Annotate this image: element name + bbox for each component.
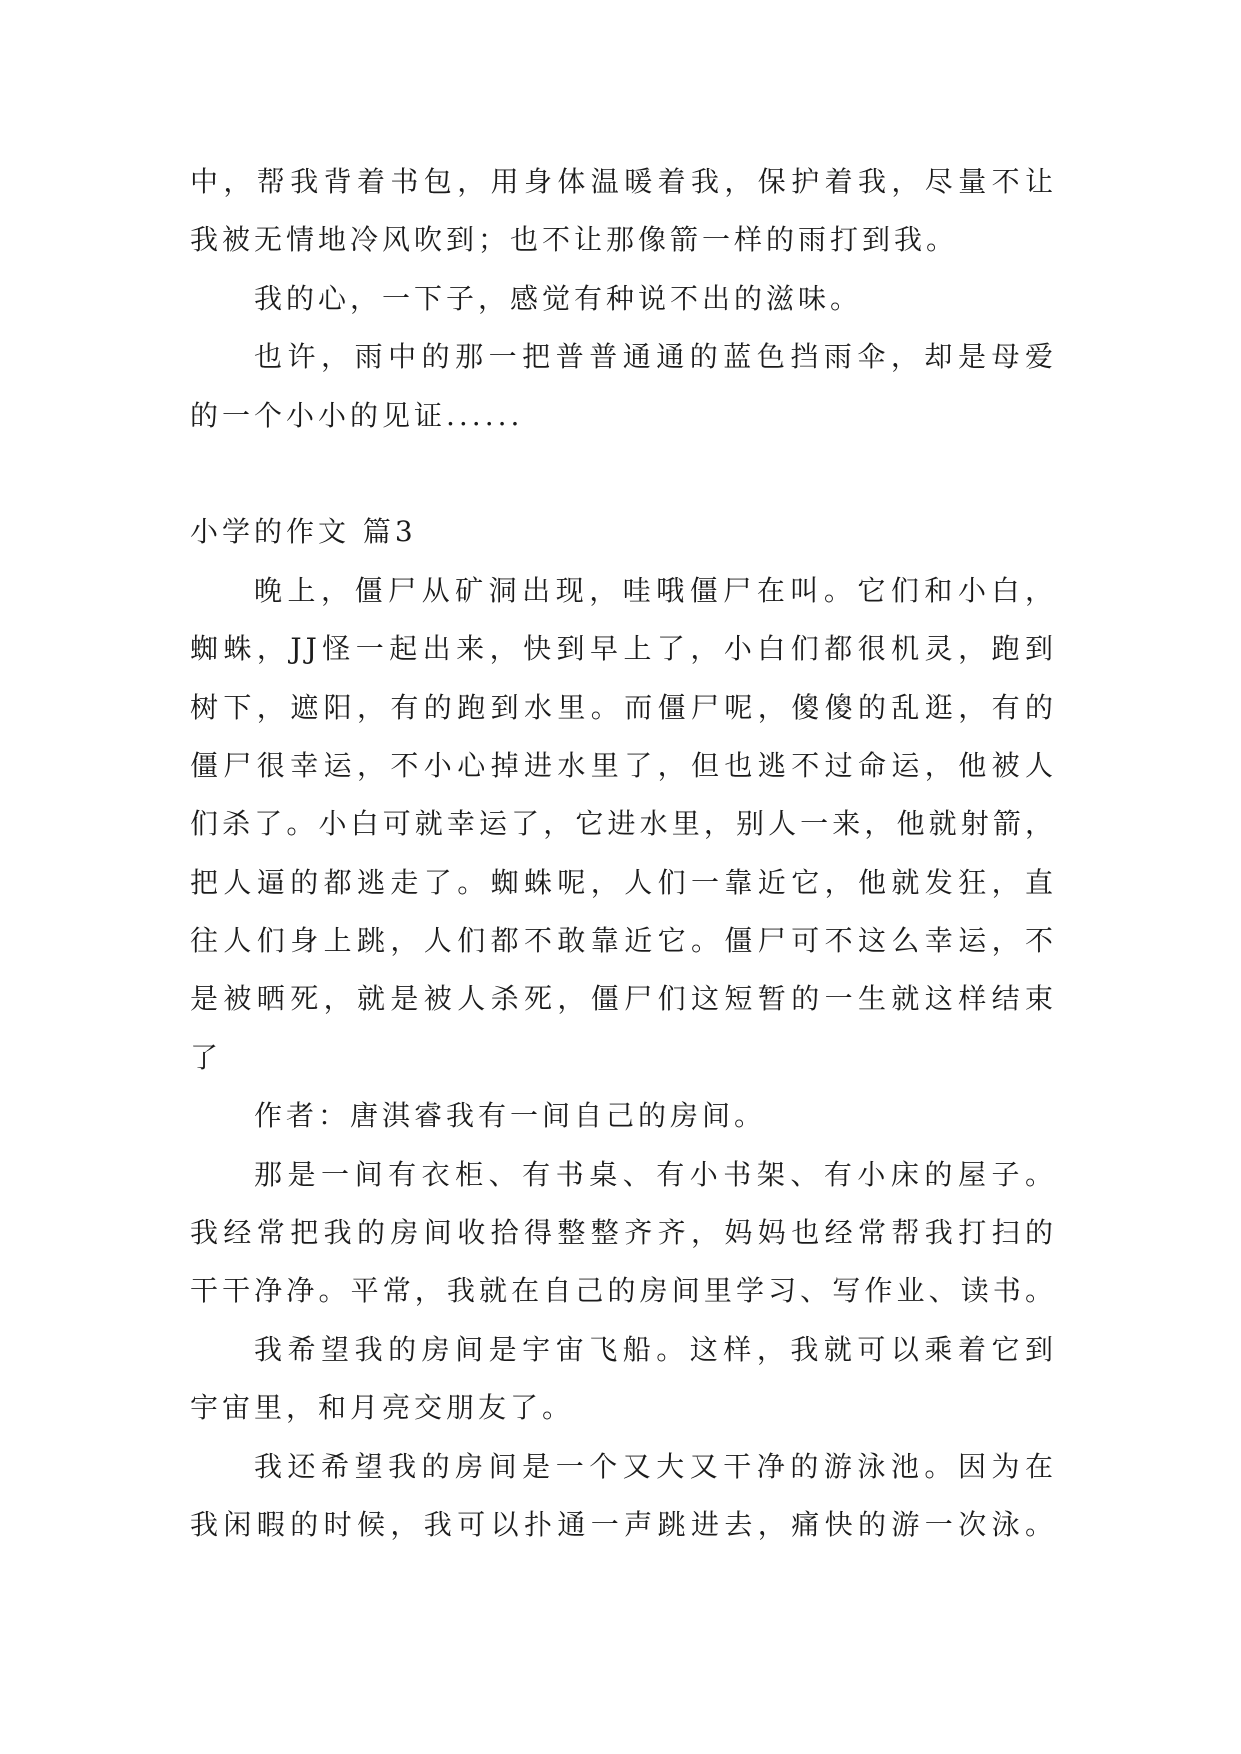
paragraph-line: 我希望我的房间是宇宙飞船。这样，我就可以乘着它到 — [254, 1332, 1057, 1366]
paragraph-line: 我的心，一下子，感觉有种说不出的滋味。 — [254, 281, 863, 315]
paragraph-line: 蜘蛛，JJ怪一起出来，快到早上了，小白们都很机灵，跑到 — [190, 632, 1057, 666]
paragraph-line: 作者：唐淇睿我有一间自己的房间。 — [254, 1099, 767, 1133]
paragraph-line: 我还希望我的房间是一个又大又干净的游泳池。因为在 — [254, 1449, 1057, 1483]
blank-line — [190, 445, 1057, 503]
paragraph-line: 僵尸很幸运，不小心掉进水里了，但也逃不过命运，他被人 — [190, 748, 1057, 782]
paragraph — [190, 328, 1057, 445]
paragraph-line: 往人们身上跳，人们都不敢靠近它。僵尸可不这么幸运，不 — [190, 924, 1057, 958]
paragraph — [190, 1146, 1057, 1321]
section-heading: 小学的作文 篇3 — [190, 515, 417, 549]
paragraph-line: 晚上，僵尸从矿洞出现，哇哦僵尸在叫。它们和小白， — [254, 573, 1057, 607]
document-body — [190, 153, 1057, 1554]
paragraph-line: 也许，雨中的那一把普普通通的蓝色挡雨伞，却是母爱 — [254, 340, 1057, 374]
paragraph-line: 我经常把我的房间收拾得整整齐齐，妈妈也经常帮我打扫的 — [190, 1216, 1057, 1250]
paragraph-line: 我闲暇的时候，我可以扑通一声跳进去，痛快的游一次泳。 — [190, 1507, 1057, 1541]
paragraph-line: 的一个小小的见证...... — [190, 398, 524, 432]
paragraph-line: 了 — [190, 1040, 223, 1074]
paragraph-line: 中，帮我背着书包，用身体温暖着我，保护着我，尽量不让 — [190, 165, 1057, 198]
paragraph — [190, 270, 1057, 328]
paragraph — [190, 1087, 1057, 1145]
paragraph — [190, 1321, 1057, 1438]
paragraph — [190, 1438, 1057, 1555]
paragraph — [190, 562, 1057, 1088]
paragraph-line: 们杀了。小白可就幸运了，它进水里，别人一来，他就射箭， — [190, 807, 1057, 841]
paragraph-line: 干干净净。平常，我就在自己的房间里学习、写作业、读书。 — [190, 1274, 1057, 1308]
paragraph — [190, 153, 1057, 270]
paragraph-line: 树下，遮阳，有的跑到水里。而僵尸呢，傻傻的乱逛，有的 — [190, 690, 1057, 724]
paragraph-line: 那是一间有衣柜、有书桌、有小书架、有小床的屋子。 — [254, 1157, 1057, 1191]
paragraph-line: 把人逼的都逃走了。蜘蛛呢，人们一靠近它，他就发狂，直 — [190, 865, 1057, 899]
paragraph-line: 是被晒死，就是被人杀死，僵尸们这短暂的一生就这样结束 — [190, 982, 1057, 1016]
paragraph-line: 我被无情地冷风吹到；也不让那像箭一样的雨打到我。 — [190, 223, 959, 257]
paragraph-line: 宇宙里，和月亮交朋友了。 — [190, 1391, 575, 1425]
